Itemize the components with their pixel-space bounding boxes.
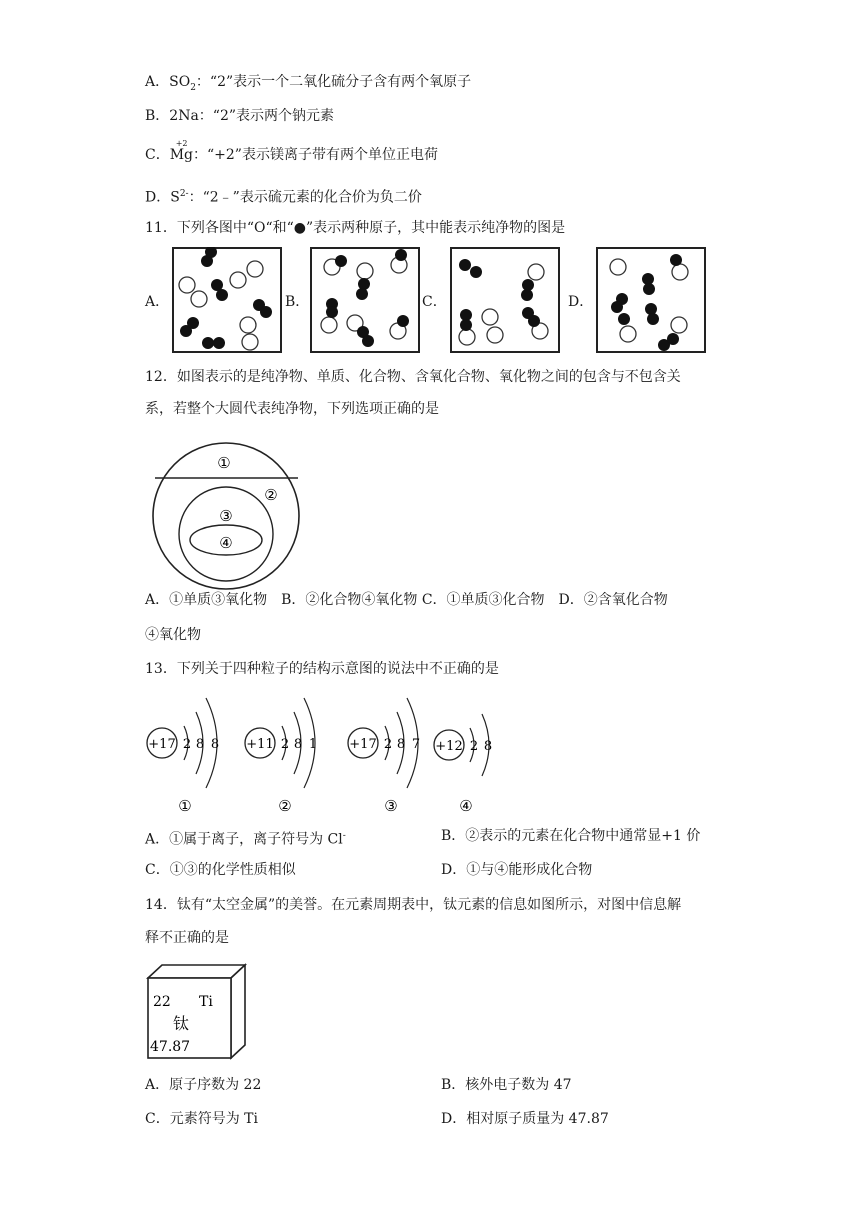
q12-options-line2: ④氧化物 (145, 627, 201, 643)
atomic-mass: 47.87 (150, 1039, 191, 1055)
region-2-label: ② (264, 486, 278, 504)
particle-box-b (310, 247, 422, 355)
q14-option-b: B．核外电子数为 47 (441, 1077, 572, 1093)
particle-box-c (450, 247, 562, 355)
q11-stem: 11．下列各图中“O“和“●”表示两种原子，其中能表示纯净物的图是 (145, 220, 566, 236)
svg-text:②: ② (278, 797, 292, 815)
q10-option-d: D．$S^{2-}$：“2﹣”表示硫元素的化合价为负二价 (145, 189, 422, 206)
svg-text:2: 2 (469, 739, 479, 754)
region-4-label: ④ (219, 534, 233, 552)
q11-label-c: C． (422, 294, 447, 310)
q13-option-b: B．②表示的元素在化合物中通常显+1 价 (441, 828, 701, 844)
svg-text:①: ① (178, 797, 192, 815)
q11-label-b: B． (285, 294, 310, 310)
q14-stem-line2: 释不正确的是 (145, 930, 229, 946)
svg-text:+17: +17 (349, 737, 377, 752)
q12-options-line1: A．①单质③氧化物 B．②化合物④氧化物 C．①单质③化合物 D．②含氧化合物 (145, 592, 668, 608)
venn-diagram (148, 440, 308, 595)
svg-text:1: 1 (308, 737, 318, 752)
q11-label-d: D． (568, 294, 594, 310)
svg-text:+11: +11 (246, 737, 274, 752)
svg-text:8: 8 (293, 737, 303, 752)
q12-stem-line2: 系，若整个大圆代表纯净物，下列选项正确的是 (145, 401, 439, 417)
particle-1 (147, 698, 219, 815)
region-3-label: ③ (219, 507, 233, 525)
svg-text:④: ④ (459, 797, 473, 815)
q14-option-d: D．相对原子质量为 47.87 (441, 1111, 609, 1127)
q13-option-a: A．①属于离子，离子符号为 Cl- (145, 831, 346, 848)
atomic-number: 22 (153, 994, 171, 1010)
particle-box-a (172, 247, 284, 355)
svg-text:7: 7 (411, 737, 421, 752)
particle-3 (348, 698, 420, 815)
q14-option-a: A．原子序数为 22 (145, 1077, 262, 1093)
svg-text:2: 2 (383, 737, 393, 752)
atomic-structure-diagrams (140, 690, 500, 820)
svg-text:+12: +12 (435, 739, 463, 754)
q10-option-c: C． +2 Mg：“+2”表示镁离子带有两个单位正电荷 (145, 145, 438, 165)
q13-stem: 13．下列关于四种粒子的结构示意图的说法中不正确的是 (145, 661, 499, 677)
particle-4 (434, 714, 492, 815)
svg-text:8: 8 (396, 737, 406, 752)
element-symbol: Ti (199, 994, 213, 1010)
q10-option-b: B．2Na：“2”表示两个钠元素 (145, 108, 335, 124)
particle-2 (245, 698, 317, 815)
region-1-label: ① (217, 454, 231, 472)
svg-text:③: ③ (384, 797, 398, 815)
element-name: 钛 (173, 1014, 190, 1033)
svg-text:2: 2 (280, 737, 290, 752)
svg-text:2: 2 (182, 737, 192, 752)
svg-text:8: 8 (195, 737, 205, 752)
svg-text:8: 8 (210, 737, 220, 752)
q14-option-c: C．元素符号为 Ti (145, 1111, 258, 1127)
periodic-table-cell (140, 962, 252, 1062)
q12-stem-line1: 12．如图表示的是纯净物、单质、化合物、含氧化合物、氧化物之间的包含与不包含关 (145, 369, 681, 385)
q10-option-a: A．$SO_2$：“2”表示一个二氧化硫分子含有两个氧原子 (145, 74, 472, 93)
q13-option-c: C．①③的化学性质相似 (145, 862, 296, 878)
particle-box-d (596, 247, 708, 355)
q11-label-a: A． (145, 294, 170, 310)
svg-text:8: 8 (483, 739, 493, 754)
q14-stem-line1: 14．钛有“太空金属”的美誉。在元素周期表中，钛元素的信息如图所示，对图中信息解 (145, 897, 682, 913)
q13-option-d: D．①与④能形成化合物 (441, 862, 593, 878)
svg-text:+17: +17 (148, 737, 176, 752)
valence-mark: +2 (175, 139, 188, 148)
